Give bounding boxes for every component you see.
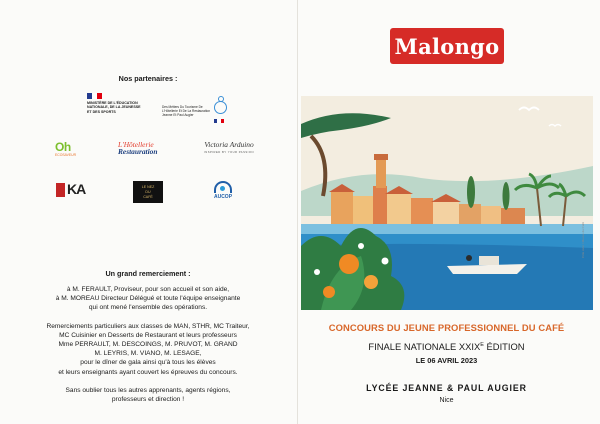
- thanks-line: Mme PERRAULT, M. DESCOINGS, M. PRUVOT, M. GRAND: [58, 341, 238, 349]
- thanks-line: qui ont mené l'ensemble des opérations.: [88, 304, 208, 312]
- thanks-line: Sans oublier tous les autres apprenants, agents régions,: [65, 386, 231, 394]
- victoria-logo-line2: INSPIRED BY YOUR PASSION: [204, 151, 254, 154]
- finale-suffix: ÉDITION: [483, 341, 525, 352]
- thanks-line: Remerciements particuliers aux classes de MAN, STHR, MC Traiteur,: [46, 322, 250, 330]
- nezcafe-line3: CAFÉ: [143, 195, 153, 199]
- finale-line: [300, 341, 593, 352]
- left-panel: [0, 0, 296, 424]
- ministere-logo-text: MINISTÈRE DE L'ÉDUCATION NATIONALE, DE LA JEUNESSE ET DES SPORTS: [87, 101, 141, 114]
- ka-logo-text: KA: [67, 181, 86, 197]
- nez-du-cafe-logo: [133, 181, 163, 203]
- nezcafe-line2: DU: [145, 190, 151, 194]
- thanks-line: professeurs et direction !: [111, 396, 185, 404]
- oh-logo-mark: Oh: [55, 140, 71, 154]
- metiers-logo-text: Des Métiers Du Tourisme De L'Hôtellerie Et De La Restauration Jeanne Et Paul Augier: [162, 105, 211, 117]
- hotellerie-logo-line2: Restauration: [118, 147, 158, 157]
- city-name: Nice: [439, 397, 454, 404]
- ka-red-block-icon: [56, 183, 65, 197]
- page-fold: [297, 0, 298, 424]
- metiers-ring-icon: [214, 101, 227, 114]
- victoria-logo-line1: Victoria Arduino: [204, 140, 254, 149]
- oh-ecosaveur-logo: [55, 140, 95, 164]
- ka-logo: [54, 181, 88, 201]
- thanks-line: MC Cuisinier en Desserts de Restaurant et leurs professeurs: [59, 331, 237, 339]
- contest-title: CONCOURS DU JEUNE PROFESSIONNEL DU CAFÉ: [328, 322, 565, 333]
- school-name: LYCÉE JEANNE & PAUL AUGIER: [366, 383, 527, 393]
- oh-logo-sub: ECOSAVEUR: [55, 153, 77, 157]
- french-flag-icon: [87, 93, 102, 99]
- event-date: LE 06 AVRIL 2023: [415, 356, 478, 365]
- thanks-line: à M. MOREAU Directeur Délégué et toute l'équipe enseignante: [55, 295, 241, 303]
- hotellerie-logo-line1: L'Hôtellerie: [118, 140, 154, 149]
- thanks-line: et leurs enseignants ayant couvert les épreuves du concours.: [58, 368, 238, 376]
- thanks-line: à M. FERAULT, Proviseur, pour son accueil et son aide,: [66, 286, 230, 293]
- nezcafe-line1: LE NEZ: [141, 185, 155, 189]
- thanks-line: M. LEYRIS, M. VIANO, M. LESAGE,: [94, 350, 202, 358]
- finale-text: FINALE NATIONALE XXIX: [368, 341, 481, 352]
- ministere-logo: [84, 93, 144, 129]
- aucop-logo-text: AUCOP: [213, 194, 233, 200]
- victoria-arduino-logo: [200, 140, 258, 160]
- malongo-logo: Malongo: [390, 28, 504, 64]
- partners-title: Nos partenaires :: [118, 74, 178, 83]
- thanks-title: Un grand remerciement :: [105, 269, 191, 278]
- thanks-text: [28, 285, 268, 404]
- illustration-credit: Côte Azur / Mauve du Café: [581, 221, 585, 258]
- lycee-metiers-logo: [162, 93, 236, 129]
- small-flag-icon: [214, 119, 224, 123]
- thanks-line: pour le dîner de gala ainsi qu'à tous les élèves: [80, 359, 216, 367]
- finale-superscript: E: [480, 341, 484, 348]
- aucop-arc-icon: [214, 181, 232, 193]
- riviera-illustration: [301, 96, 593, 310]
- hotellerie-restauration-logo: [118, 141, 186, 161]
- aucop-logo: [208, 181, 238, 207]
